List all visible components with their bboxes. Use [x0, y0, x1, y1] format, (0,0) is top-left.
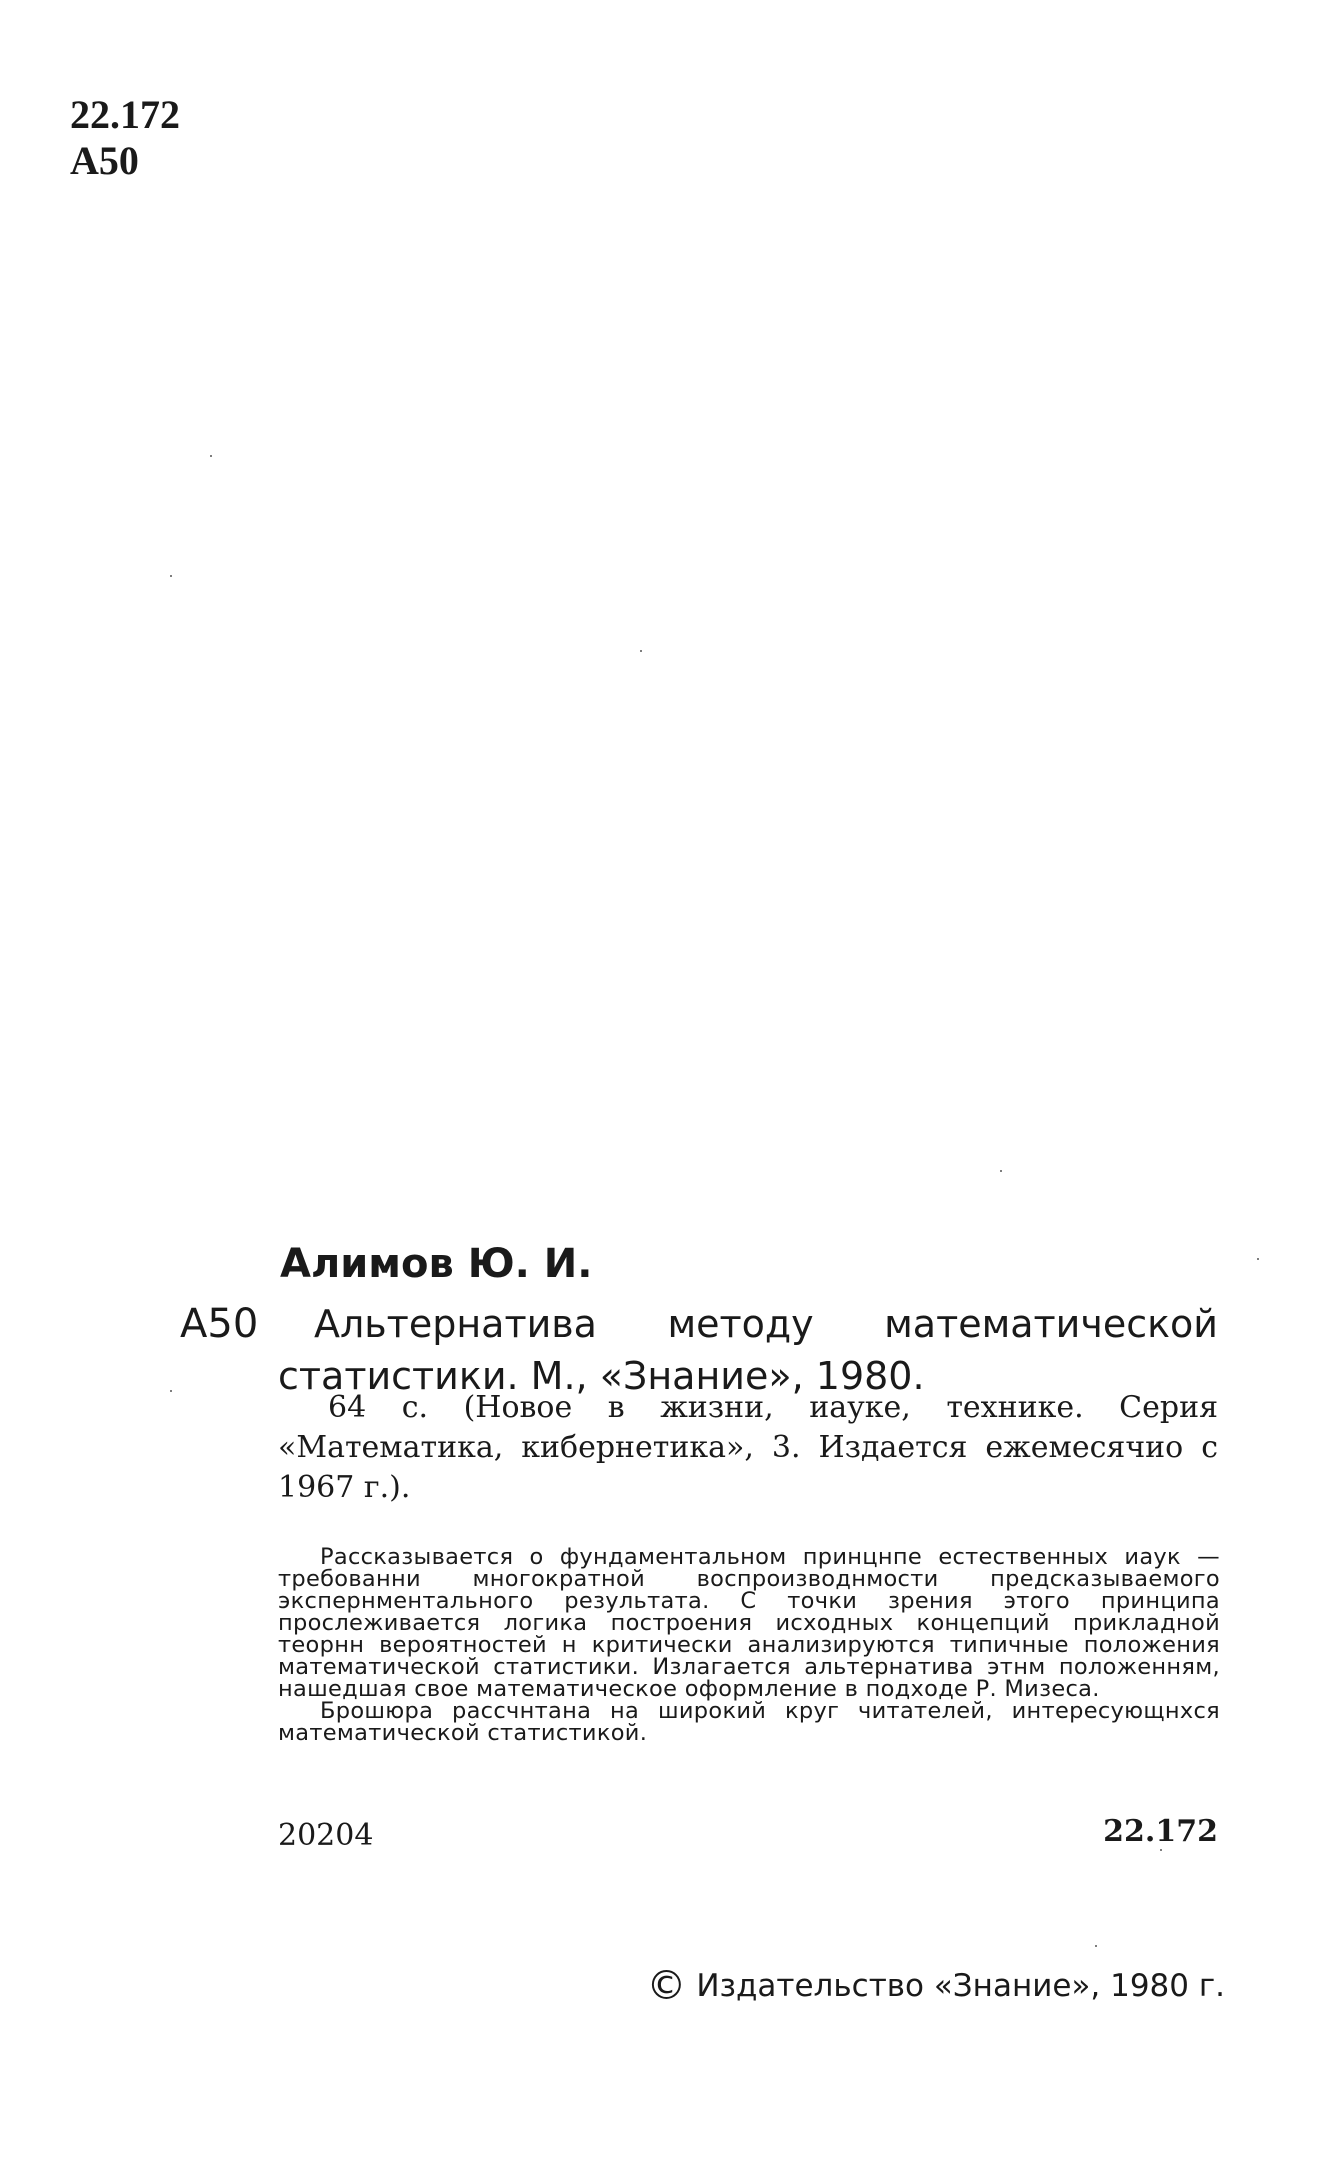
scan-speck: [170, 575, 172, 577]
copyright-icon: ©: [646, 1963, 687, 2009]
card-title: Альтернатива методу математической статистики. М., «Знание», 1980.: [278, 1302, 1218, 1398]
card-classification-index: 22.172: [1103, 1814, 1218, 1849]
card-imprint: 64 с. (Новое в жизни, иауке, технике. Серия «Математика, кибернетика», 3. Издается ежемесячио с 1967 г.).: [278, 1390, 1218, 1505]
scan-speck: [1257, 1258, 1259, 1260]
copyright-text: Издательство «Знание», 1980 г.: [696, 1968, 1225, 2004]
scan-speck: [1000, 1170, 1002, 1172]
card-author: Алимов Ю. И.: [280, 1241, 593, 1287]
classification-index: 22.172: [70, 92, 180, 137]
author-mark: А50: [70, 138, 139, 183]
scan-speck: [640, 650, 642, 652]
scan-speck: [1160, 1849, 1162, 1851]
scan-speck: [210, 455, 212, 457]
copyright-line: [646, 1963, 1225, 2009]
card-number: 20204: [278, 1818, 374, 1853]
card-author-mark: А50: [180, 1301, 259, 1347]
abstract-paragraph: Брошюра рассчнтана на широкий круг читателей, интересующнхся математической статистикой.: [278, 1698, 1220, 1746]
scan-speck: [170, 1390, 172, 1392]
card-abstract: [278, 1546, 1220, 1744]
scan-speck: [1095, 1945, 1097, 1947]
classification-code-block: [70, 92, 180, 184]
abstract-paragraph: Рассказывается о фундаментальном принцнпе естественных иаук — требованни многократной воспроизводнмости предсказываемого экспернментального результата. С точки зрения этого принципа прослеживается логика построения исходных концепций прикладной теорнн вероятностей н критически анализируются типичные положения математической статистики. Излагается альтернатива этнм положенням, нашедшая свое математическое оформление в подходе Р. Мизеса.: [278, 1544, 1220, 1702]
